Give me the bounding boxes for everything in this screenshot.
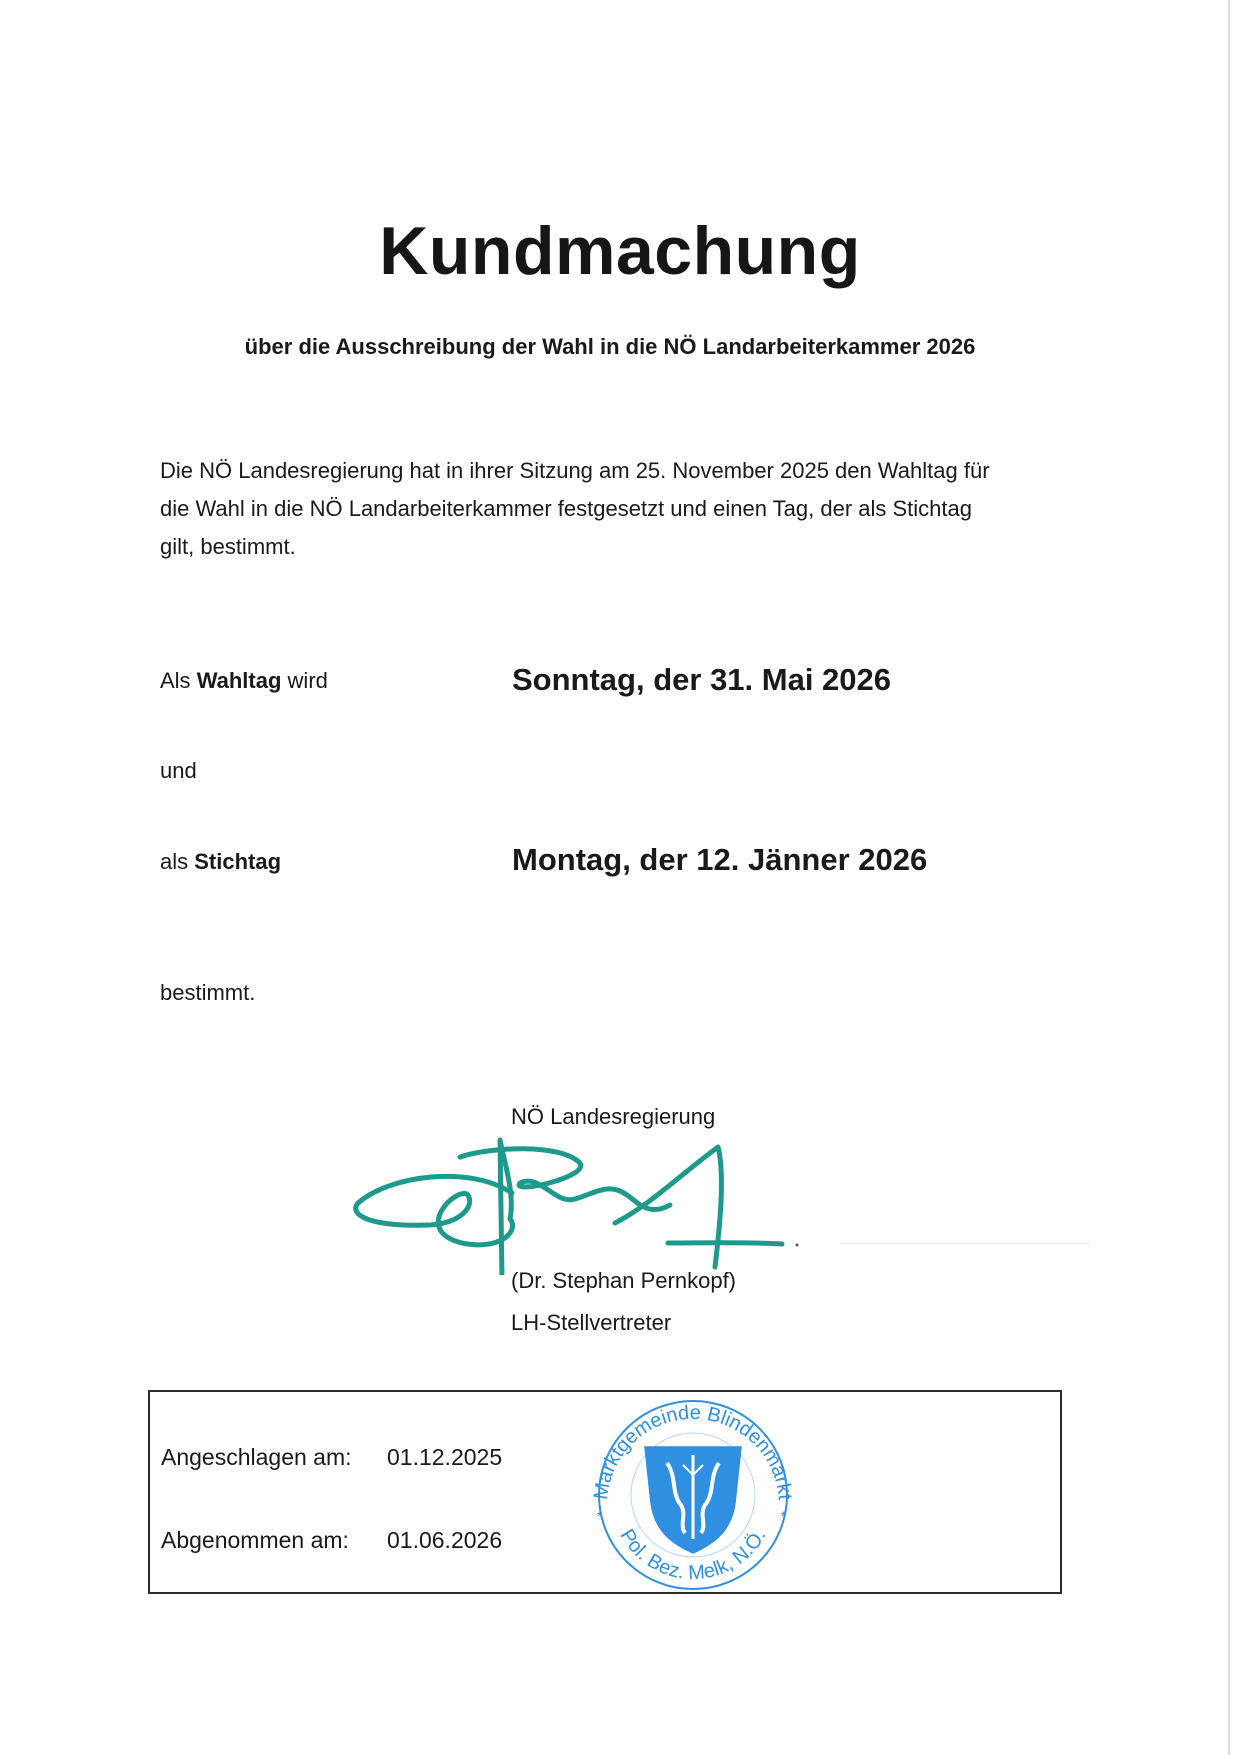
wahltag-label bbox=[160, 668, 328, 694]
removed-label: Abgenommen am: bbox=[161, 1527, 349, 1553]
page-subtitle: über die Ausschreibung der Wahl in die NÖ Landarbeiterkammer 2026 bbox=[244, 334, 976, 359]
stichtag-label bbox=[160, 849, 281, 875]
stichtag-date: Montag, der 12. Jänner 2026 bbox=[512, 842, 928, 877]
municipal-stamp bbox=[583, 1393, 803, 1593]
signing-authority: NÖ Landesregierung bbox=[511, 1104, 716, 1129]
wahltag-date: Sonntag, der 31. Mai 2026 bbox=[512, 662, 892, 697]
wahltag-suffix: wird bbox=[287, 668, 328, 693]
intro-line: die Wahl in die NÖ Landarbeiterkammer festgesetzt und einen Tag, der als Stichtag bbox=[160, 496, 973, 521]
stamp-top-text: Marktgemeinde Blindenmarkt bbox=[589, 1401, 796, 1501]
stichtag-prefix: als bbox=[160, 849, 189, 874]
wahltag-keyword: Wahltag bbox=[196, 668, 282, 693]
removed-date: 01.06.2026 bbox=[387, 1527, 503, 1553]
stamp-star: * bbox=[597, 1508, 603, 1524]
intro-line: Die NÖ Landesregierung hat in ihrer Sitzung am 25. November 2025 den Wahltag für bbox=[160, 458, 990, 483]
signature-line bbox=[840, 1243, 1090, 1244]
connector-text: und bbox=[160, 758, 197, 783]
intro-line: gilt, bestimmt. bbox=[160, 534, 296, 559]
page-title: Kundmachung bbox=[379, 213, 861, 289]
signature-dot bbox=[796, 1244, 799, 1247]
handwritten-signature bbox=[350, 1135, 810, 1275]
stichtag-keyword: Stichtag bbox=[194, 849, 282, 874]
posted-date: 01.12.2025 bbox=[387, 1444, 503, 1470]
stamp-bottom-text: Pol. Bez. Melk, N.Ö. bbox=[615, 1525, 771, 1585]
signatory-position: LH-Stellvertreter bbox=[511, 1310, 672, 1335]
wahltag-prefix: Als bbox=[160, 668, 191, 693]
stamp-star: * bbox=[781, 1508, 787, 1524]
closing-text: bestimmt. bbox=[160, 980, 256, 1005]
signatory-name: (Dr. Stephan Pernkopf) bbox=[511, 1268, 737, 1293]
intro-paragraph bbox=[160, 452, 1080, 566]
posted-label: Angeschlagen am: bbox=[161, 1444, 352, 1470]
coat-of-arms-icon bbox=[645, 1447, 741, 1553]
